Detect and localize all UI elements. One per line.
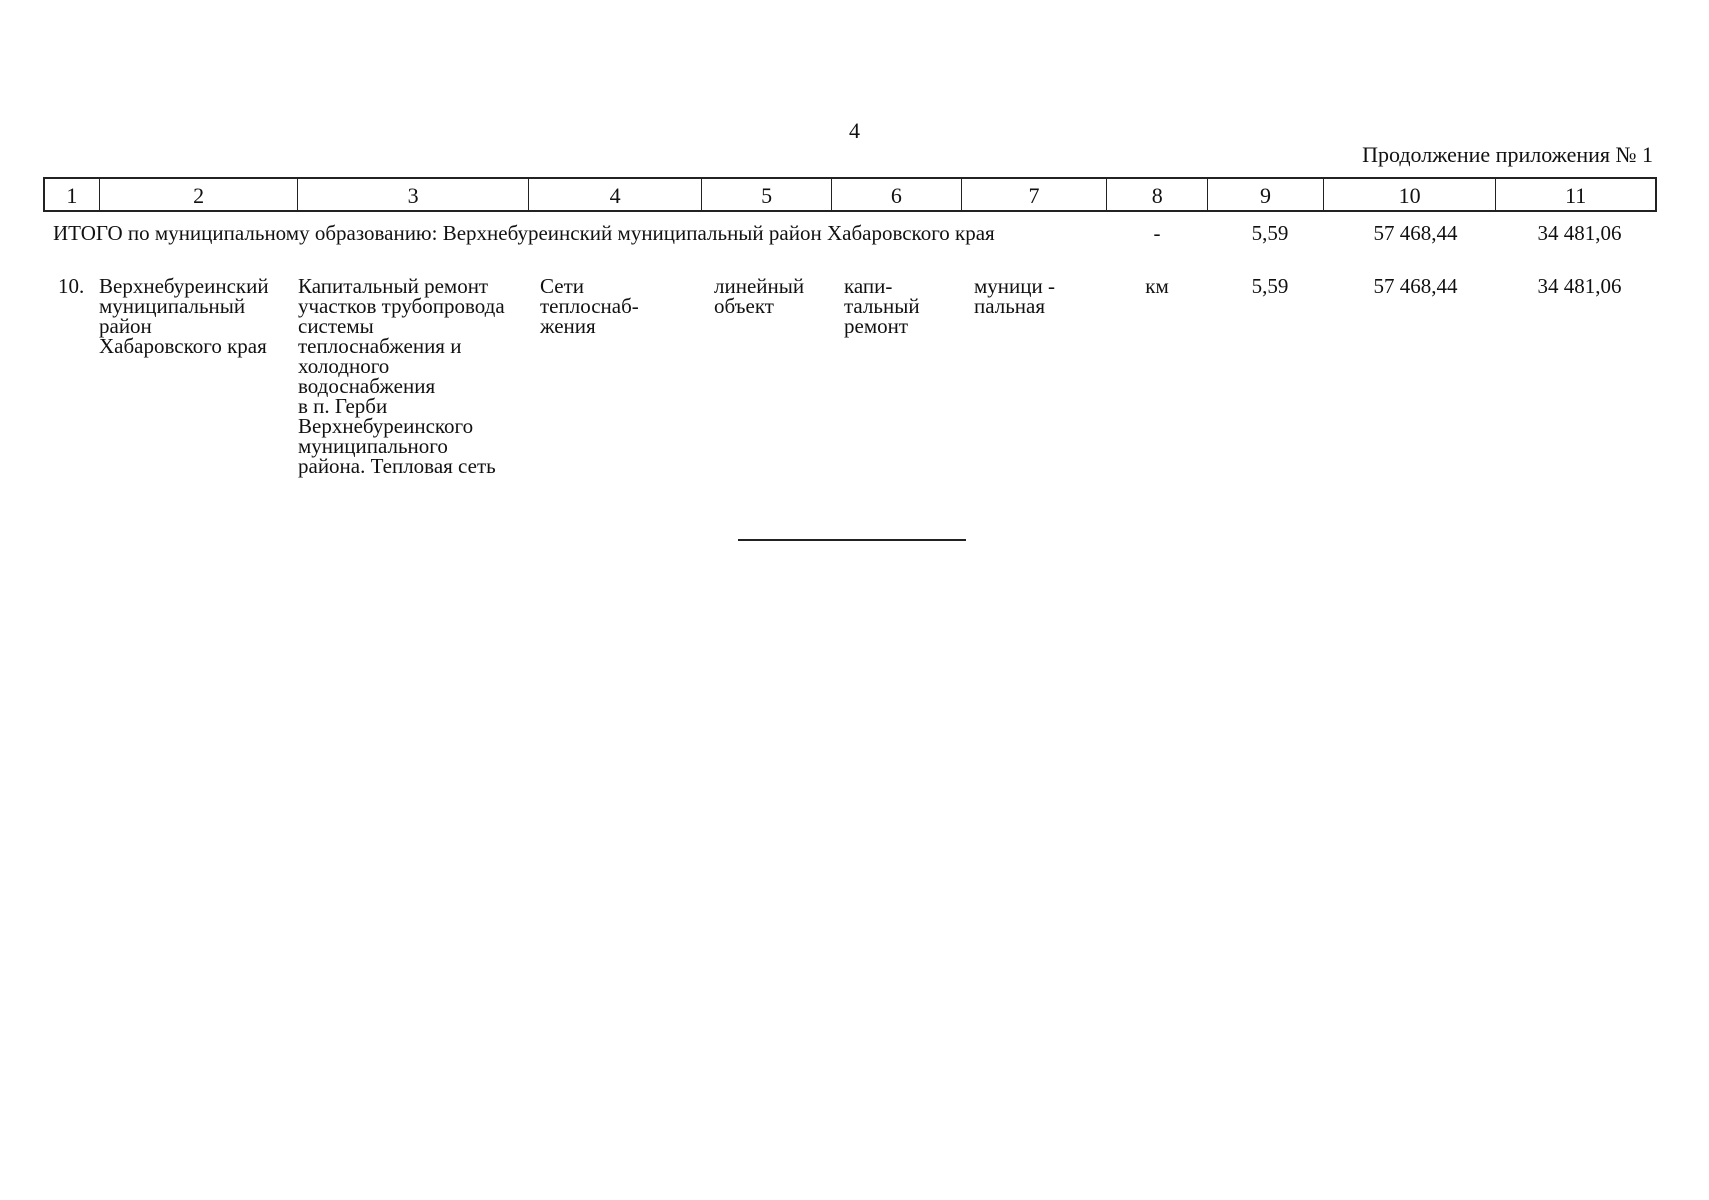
row-object-name: Капитальный ремонт участков трубопровода системы теплоснабжения и холодного водоснабжения в п. Герби Верхнебуреинского муниципального района. Тепловая сеть [298, 274, 505, 478]
total-cost-part: 34 481,06 [1537, 221, 1622, 245]
column-header-10: 10 [1323, 179, 1496, 210]
row-municipality: Верхнебуреинский муниципальный район Хабаровского края [99, 274, 269, 358]
row-cost-part: 34 481,06 [1537, 274, 1622, 298]
column-header-5: 5 [701, 179, 831, 210]
column-header-4: 4 [528, 179, 702, 210]
column-header-2: 2 [99, 179, 298, 210]
row-network-type: Сети теплоснаб- жения [540, 274, 639, 338]
closing-rule [738, 539, 966, 541]
total-quantity: 5,59 [1251, 221, 1289, 245]
total-unit-dash: - [1153, 221, 1161, 245]
column-header-9: 9 [1207, 179, 1323, 210]
column-header-11: 11 [1495, 179, 1655, 210]
column-header-7: 7 [961, 179, 1107, 210]
row-unit: км [1145, 274, 1169, 298]
column-header-8: 8 [1106, 179, 1207, 210]
row-number: 10. [58, 274, 85, 298]
total-cost: 57 468,44 [1373, 221, 1458, 245]
row-cost-total: 57 468,44 [1373, 274, 1458, 298]
row-quantity: 5,59 [1251, 274, 1289, 298]
total-label: ИТОГО по муниципальному образованию: Верхнебуреинский муниципальный район Хабаровского края [53, 221, 995, 245]
column-header-3: 3 [297, 179, 527, 210]
continuation-label: Продолжение приложения № 1 [1362, 142, 1653, 167]
table-header-row [43, 177, 1657, 212]
row-object-type: линейный объект [714, 274, 805, 318]
column-header-1: 1 [66, 183, 78, 208]
page-number: 4 [849, 118, 860, 143]
row-ownership: муници - пальная [974, 274, 1055, 318]
row-work-type: капи- тальный ремонт [844, 274, 920, 338]
column-header-6: 6 [831, 179, 961, 210]
